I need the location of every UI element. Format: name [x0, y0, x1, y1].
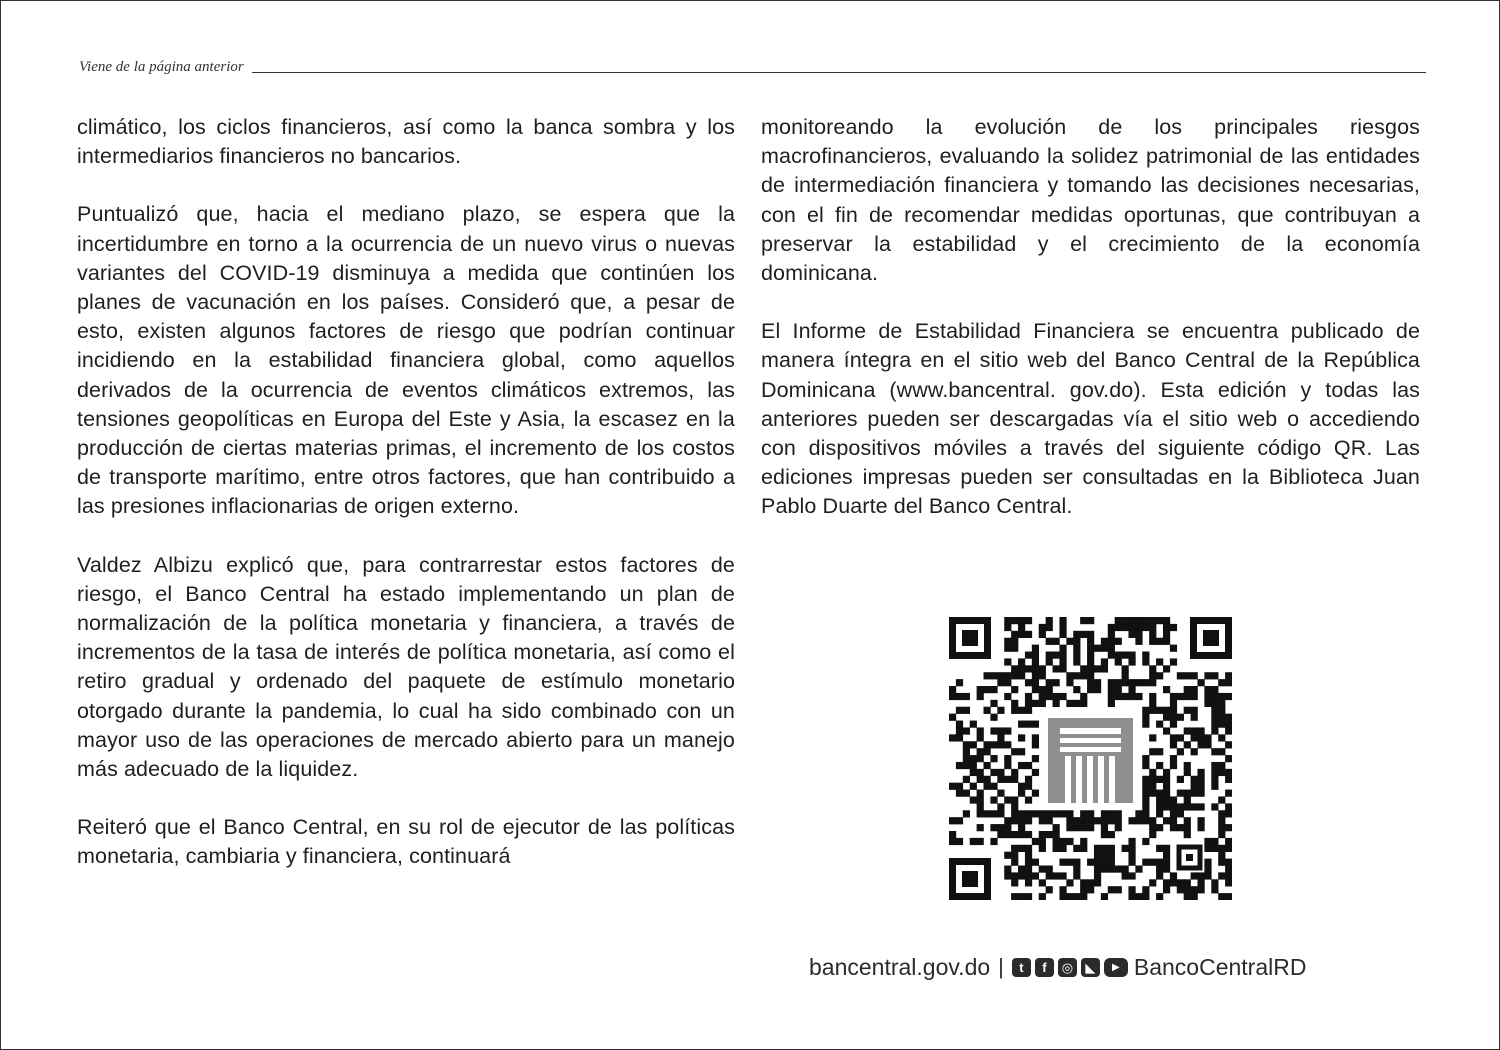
left-paragraph-2: Puntualizó que, hacia el mediano plazo, se espera que la incertidumbre en torno a la ocurrencia de un nuevo virus o nuevas variantes del COVID-19 disminuya a medida que continúen los planes de vacunación en los países. Consideró que, a pesar de esto, existen algunos factores de riesgo que podrían continuar incidiendo en la estabilidad financiera global, como aquellos derivados de la ocurrencia de eventos climáticos extremos, las tensiones geopolíticas en Europa del Este y Asia, la escasez en la producción de ciertas materias primas, el incremento de los costos de transporte marítimo, entre otros factores, que han contribuido a las presiones inflacionarias de origen externo. [77, 202, 735, 519]
right-column [761, 113, 1420, 551]
social-handle[interactable]: BancoCentralRD [1133, 953, 1307, 980]
qr-code-icon[interactable] [949, 617, 1232, 900]
left-paragraph-4: Reiteró que el Banco Central, en su rol de ejecutor de las políticas monetaria, cambiaria y financiera, continuará [77, 815, 735, 869]
left-column [77, 113, 735, 901]
twitter-icon[interactable]: t [1012, 958, 1031, 977]
instagram-icon[interactable]: ◎ [1058, 958, 1077, 977]
running-head [79, 58, 1426, 76]
left-paragraph-3: Valdez Albizu explicó que, para contrarrestar estos factores de riesgo, el Banco Central ha estado implementando un plan de normalización de la política monetaria y financiera, a través de incrementos de la tasa de interés de política monetaria, así como el retiro gradual y ordenado del paquete de estímulo monetario otorgado durante la pandemia, lo cual ha sido combinado con un mayor uso de las operaciones de mercado abierto para un manejo más adecuado de la liquidez. [77, 552, 735, 782]
footer [809, 951, 1369, 983]
running-head-label: Viene de la página anterior [79, 59, 244, 75]
left-paragraph-1: climático, los ciclos financieros, así como la banca sombra y los intermediarios financieros no bancarios. [77, 115, 735, 169]
bank-building-logo-icon [1044, 714, 1137, 807]
facebook-icon[interactable]: f [1035, 958, 1054, 977]
right-paragraph-1: monitoreando la evolución de los principales riesgos macrofinancieros, evaluando la solidez patrimonial de las entidades de intermediación financiera y tomando las decisiones necesarias, con el fin de recomendar medidas oportunas, que contribuyan a preservar la estabilidad y el crecimiento de la economía dominicana. [761, 115, 1420, 286]
running-head-rule [252, 72, 1426, 73]
website-link[interactable]: bancentral.gov.do [809, 953, 991, 980]
flipboard-icon[interactable]: ◣ [1081, 958, 1100, 977]
youtube-icon[interactable]: ▶ [1104, 958, 1128, 977]
right-paragraph-2: El Informe de Estabilidad Financiera se encuentra publicado de manera íntegra en el sitio web del Banco Central de la República Dominicana (www.bancentral. gov.do). Esta edición y todas las anteriores pueden ser descargadas vía el sitio web o accediendo con dispositivos móviles a través del siguiente código QR. Las ediciones impresas pueden ser consultadas en la Biblioteca Juan Pablo Duarte del Banco Central. [761, 319, 1420, 519]
footer-separator: | [998, 954, 1004, 979]
